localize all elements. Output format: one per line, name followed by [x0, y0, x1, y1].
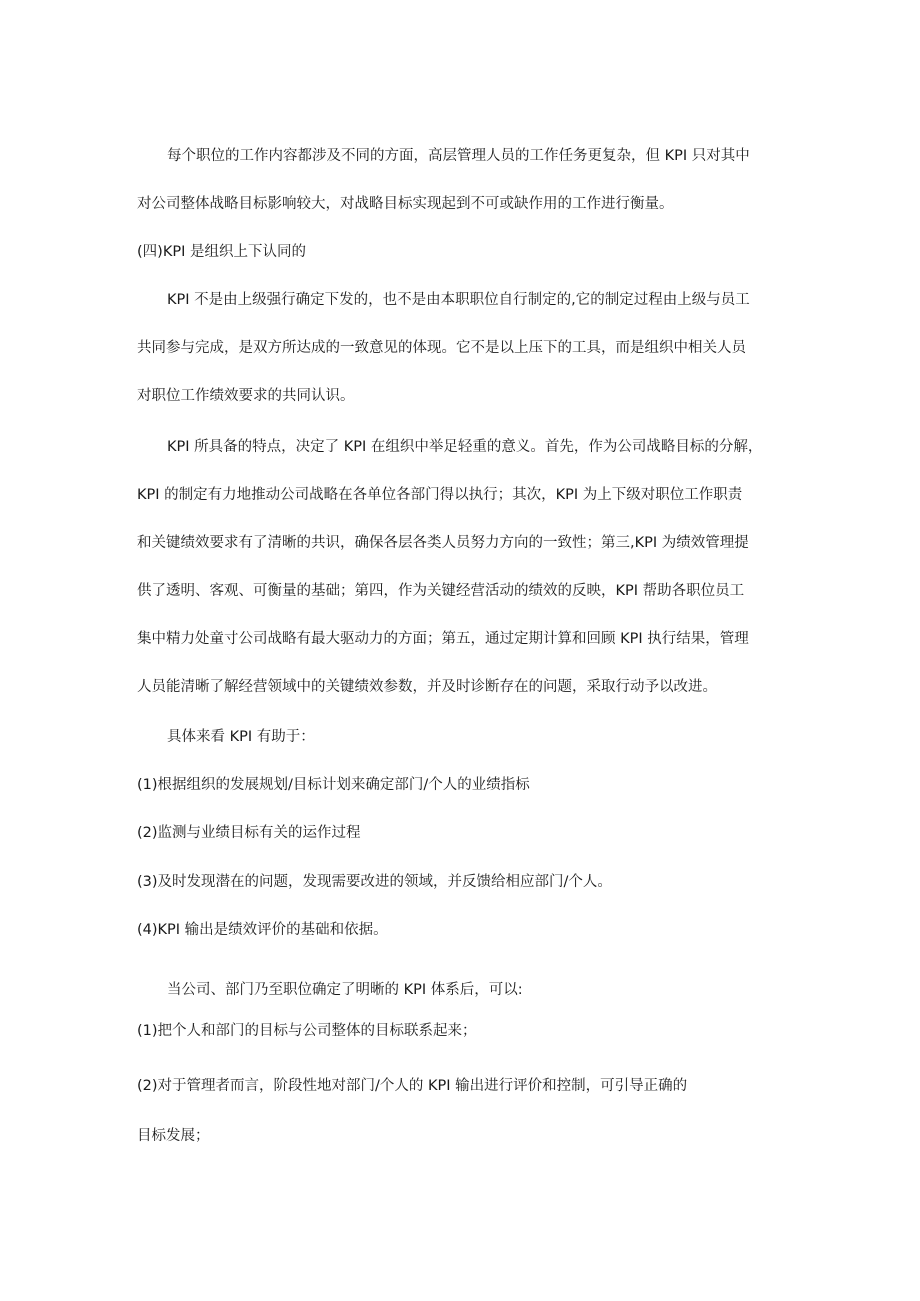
text-line: 共同参与完成，是双方所达成的一致意见的体现。它不是以上压下的工具，而是组织中相关人员	[137, 340, 746, 356]
text-line: 供了透明、客观、可衡量的基础；第四，作为关键经营活动的绩效的反映，KPI 帮助各职位员工	[137, 583, 745, 599]
text-line: 当公司、部门乃至职位确定了明晰的 KPI 体系后，可以:	[167, 982, 523, 998]
list-item-continuation: 目标发展；	[137, 1128, 210, 1144]
text-line: 对公司整体战略目标影响较大，对战略目标实现起到不可或缺作用的工作进行衡量。	[137, 196, 674, 212]
list-item: (2)对于管理者而言，阶段性地对部门/个人的 KPI 输出进行评价和控制，可引导正确的	[137, 1078, 688, 1094]
text-line: 和关键绩效要求有了清晰的共识，确保各层各类人员努力方向的一致性；第三,KPI 为绩效管理提	[137, 535, 749, 551]
text-line: KPI 所具备的特点，决定了 KPI 在组织中举足轻重的意义。首先，作为公司战略目标的分解，	[167, 439, 763, 455]
text-line: 具体来看 KPI 有助于：	[167, 729, 315, 745]
section-heading: (四)KPI 是组织上下认同的	[137, 244, 306, 260]
list-item: (2)监测与业绩目标有关的运作过程	[137, 825, 361, 841]
text-line: 对职位工作绩效要求的共同认识。	[137, 388, 355, 404]
list-item: (1)根据组织的发展规划/目标计划来确定部门/个人的业绩指标	[137, 777, 530, 793]
text-line: 集中精力处童寸公司战略有最大驱动力的方面；第五，通过定期计算和回顾 KPI 执行结果，管理	[137, 631, 749, 647]
text-line: KPI 不是由上级强行确定下发的，也不是由本职职位自行制定的,它的制定过程由上级与员工	[167, 292, 750, 308]
list-item: (3)及时发现潜在的问题，发现需要改进的领域，并反馈给相应部门/个人。	[137, 874, 612, 890]
list-item: (4)KPI 输出是绩效评价的基础和依据。	[137, 922, 388, 938]
list-item: (1)把个人和部门的目标与公司整体的目标联系起来；	[137, 1023, 477, 1039]
text-line: 每个职位的工作内容都涉及不同的方面，高层管理人员的工作任务更复杂，但 KPI 只对其中	[167, 148, 750, 164]
text-line: 人员能清晰了解经营领域中的关键绩效参数，并及时诊断存在的问题，采取行动予以改进。	[137, 679, 717, 695]
text-line: KPI 的制定有力地推动公司战略在各单位各部门得以执行；其次，KPI 为上下级对职位工作职责	[137, 487, 743, 503]
